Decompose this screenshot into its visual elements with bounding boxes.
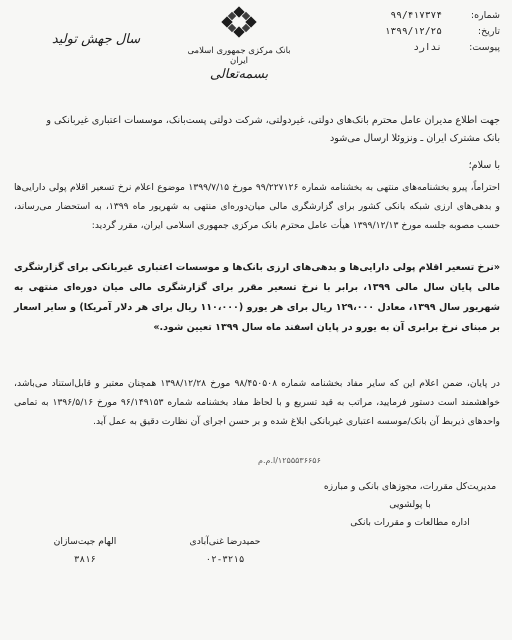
reference-note: ۱۲۵۵۵۳۶۶۵۶/ا.م.م xyxy=(258,456,321,465)
number-label: شماره: xyxy=(470,10,500,21)
date-label: تاریخ: xyxy=(477,26,500,37)
number-row xyxy=(330,8,500,24)
attachment-row xyxy=(330,40,500,56)
paragraph-closing: در پایان، ضمن اعلام این که سایر مفاد بخشنامه شماره ۹۸/۴۵۰۵۰۸ مورخ ۱۳۹۸/۱۲/۲۸ همچنان معتبر و قابل‌استناد می‌باشد، خواهشمند است دستور فرمایید، مراتب به قید تسریع و با لحاظ مفاد بخشنامه شماره ۹۶/۱۴۹۱۵۳ مورخ ۱۳۹۶/۵/۱۶ به تمامی واحدهای ذیربط آن بانک/موسسه اعتباری غیربانکی ابلاغ شده و بر حسن اجرای آن نظارت دقیق به عمل آید. xyxy=(14,378,500,427)
number-value: ۹۹/۴۱۷۳۷۴ xyxy=(390,10,442,21)
signer-name: الهام جیت‌سازان xyxy=(53,536,117,547)
signature-department xyxy=(320,478,500,532)
bank-name: بانک مرکزی جمهوری اسلامی ایران xyxy=(187,46,291,66)
attachment-label: پیوست: xyxy=(469,42,500,53)
department-line-1: مدیریت‌کل مقررات، مجوزهای بانکی و مبارزه با پولشویی xyxy=(323,481,497,510)
paragraph-intro: احتراماً، پیرو بخشنامه‌های منتهی به بخشنامه شماره ۹۹/۲۲۷۱۲۶ مورخ ۱۳۹۹/۷/۱۵ موضوع اعلام نرخ تسعیر اقلام پولی دارایی‌ها و بدهی‌های ارزی شبکه بانکی کشور برای گزارشگری مالی میان‌دوره‌ای منتهی به شهریور ماه ۱۳۹۹، به استحضار می‌رساند، حسب مصوبه جلسه مورخ ۱۳۹۹/۱۲/۱۳ هیأت عامل محترم بانک مرکزی جمهوری اسلامی ایران، مقرر گردید: xyxy=(14,182,500,231)
signer-phone: ۰۲-۳۲۱۵ xyxy=(205,554,245,565)
bank-emblem xyxy=(184,6,294,84)
recipients: جهت اطلاع مدیران عامل محترم بانک‌های دولتی، غیردولتی، شرکت دولتی پست‌بانک، موسسات اعتباری غیربانکی و بانک مشترک ایران ـ ونزوئلا ارسال می‌شود xyxy=(46,115,500,144)
signer-name: حمیدرضا غنی‌آبادی xyxy=(189,536,261,547)
year-slogan: سال جهش تولید xyxy=(51,32,141,47)
signature-ghaniabadi xyxy=(170,533,280,569)
department-line-2: اداره مطالعات و مقررات بانکی xyxy=(350,517,470,528)
signer-phone: ۳۸۱۶ xyxy=(73,554,97,565)
resolution-quote: «نرخ تسعیر اقلام پولی دارایی‌ها و بدهی‌های ارزی بانک‌ها و موسسات اعتباری غیربانکی برای گزارشگری مالی پایان سال مالی ۱۳۹۹، برابر با نرخ تسعیر مقرر برای گزارشگری مالی میان دوره‌ای منتهی به شهریور سال ۱۳۹۹، معادل ۱۲۹،۰۰۰ ریال برای هر یورو (۱۱۰،۰۰۰ ریال برای هر دلار آمریکا) و سایر اسعار بر مبنای نرخ برابری آن به یورو در پایان اسفند ماه سال ۱۳۹۹ تعیین شود.» xyxy=(14,262,501,333)
date-value: ۱۳۹۹/۱۲/۲۵ xyxy=(384,26,442,37)
date-row xyxy=(330,24,500,40)
attachment-value: ندارد xyxy=(413,42,442,53)
seal-signature: بسمه‌تعالی xyxy=(209,67,269,82)
greeting: با سلام؛ xyxy=(468,160,500,171)
letter-meta xyxy=(330,8,500,56)
signature-jitsazan xyxy=(30,533,140,569)
central-bank-emblem-icon xyxy=(219,6,259,44)
